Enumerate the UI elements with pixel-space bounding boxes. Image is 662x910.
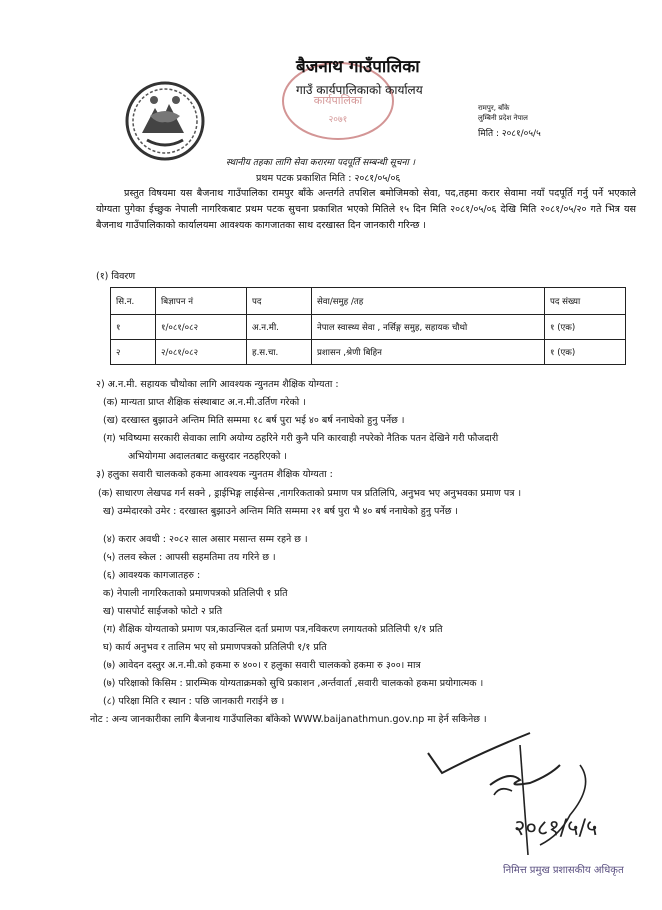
org-name: बैजनाथ गाउँपालिका (296, 57, 420, 77)
table-cell: १/०८१/०८२ (156, 315, 247, 340)
signatory-title: निमित्त प्रमुख प्रशासकीय अधिकृत (503, 865, 624, 876)
col-header-ad-number: बिज्ञापन नं (156, 288, 247, 315)
table-header-row (111, 288, 626, 315)
exam-type: (७) परिक्षाको किसिम : प्रारम्भिक योग्यताक्रमको सुचि प्रकाशन ,अर्न्तवार्ता ,सवारी चालकको हकमा प्रयोगात्मक । (103, 678, 484, 689)
handwritten-date: २०८१/५/५ (514, 816, 598, 841)
stamp-number: २०७१ (328, 115, 348, 125)
contract-period: (४) करार अवधी : २०८२ साल असार मसान्त सम्म रहने छ । (103, 534, 308, 545)
details-heading: (१) विवरण (96, 271, 136, 282)
section2-item-continuation: अभियोगमा अदालतबाट कसुरदार नठहरिएको । (128, 451, 288, 462)
office-name: गाउँ कार्यपालिकाको कार्यालय (296, 83, 423, 97)
table-cell: ह.स.चा. (247, 340, 312, 365)
document-item: ख) पासपोर्ट साईजको फोटो २ प्रति (103, 606, 223, 617)
salary-scale: (५) तलव स्केल : आपसी सहमतिमा तय गरिने छ । (103, 552, 276, 563)
table-cell: २/०८१/०८२ (156, 340, 247, 365)
intro-text: विषयमा यस बैजनाथ गाउँपालिका रामपुर बाँके अन्तर्गते तपशिल बमोजिमको सेवा, पद,तहमा करार सेवामा नयाँ पदपूर्ति गर्नु पर्ने भएकाले योग्यता पुगेका ईच्छुक नेपाली नागरिकबाट प्रथम पटक सुचना प्रकाशित भएको मितिले १५ दिन मिति २०८१/०५/०६ देखि मिति २०८१/०५/२० गते भित्र यस बैजनाथ गाउँपालिकाको कार्यालयमा आवश्यक कागजातका साथ दरखास्त दिन जानकारी गरिन्छ । (96, 188, 636, 231)
publish-date: प्रथम पटक प्रकाशित मिति : २०८१/०५/०६ (256, 173, 401, 184)
exam-date: (८) परिक्षा मिति र स्थान : पछि जानकारी गराईने छ । (103, 696, 285, 707)
section2-heading: २) अ.न.मी. सहायक चौथोका लागि आवश्यक न्युनतम शैक्षिक योग्यता : (96, 379, 339, 390)
section3-heading: ३) हलुका सवारी चालकको हकमा आवश्यक न्युनतम शैक्षिक योग्यता : (96, 469, 333, 480)
section3-item: ख) उम्मेदारको उमेर : दरखास्त बुझाउने अन्तिम मिति सम्ममा २१ बर्ष पुरा भै ४० बर्ष ननाघेको हुनु पर्नेछ । (103, 506, 458, 517)
table-cell: प्रशासन ,श्रेणी बिहिन (312, 340, 545, 365)
table-row (111, 340, 626, 365)
table-cell: अ.न.मी. (247, 315, 312, 340)
address-line: रामपुर, बाँके (478, 104, 510, 112)
section2-item: (क) मान्यता प्राप्त शैक्षिक संस्थाबाट अ.न.मी.उर्तिण गरेको । (103, 397, 306, 408)
table-cell: २ (111, 340, 156, 365)
document-item: (ग) शैक्षिक योग्यताको प्रमाण पत्र,काउन्सिल दर्ता प्रमाण पत्र,नविकरण लगायतको प्रतिलिपी १/१ प्रति (103, 624, 443, 635)
intro-first-word: प्रस्तुत (124, 188, 145, 199)
section2-item: (ग) भविष्यमा सरकारी सेवाका लागि अयोग्य ठहरिने गरी कुनै पनि कारवाही नपरेको नैतिक पतन देखिने गरी फौजदारी (103, 433, 499, 444)
stamp-text: कार्यपालिका (313, 94, 363, 107)
col-header-count: पद संख्या (545, 288, 626, 315)
document-item: घ) कार्य अनुभव र तालिम भए सो प्रमाणपत्रको प्रतिलिपी १/१ प्रति (103, 642, 327, 653)
col-header-sn: सि.न. (111, 288, 156, 315)
section2-item: (ख) दरखास्त बुझाउने अन्तिम मिति सम्ममा १८ बर्ष पुरा भई ४० बर्ष ननाघेको हुनु पर्नेछ । (103, 415, 405, 426)
nepal-emblem-icon (122, 78, 208, 164)
table-cell: नेपाल स्वास्थ्य सेवा , नर्सिङ्ग समुह, सहायक चौथो (312, 315, 545, 340)
documents-heading: (६) आवश्यक कागजातहरु : (103, 570, 201, 581)
intro-paragraph (96, 186, 636, 234)
notice-subject: स्थानीय तहका लागि सेवा करारमा पदपूर्ति सम्बन्धी सूचना । (226, 158, 416, 168)
table-row (111, 315, 626, 340)
job-details-table (110, 287, 626, 365)
col-header-post: पद (247, 288, 312, 315)
address (478, 103, 528, 123)
application-fee: (७) आवेदन दस्तुर अ.न.मी.को हकमा रु ४००। र हलुका सवारी चालकको हकमा रु ३००। मात्र (103, 660, 421, 671)
signature-icon (420, 725, 640, 885)
letter-date: मिति : २०८१/०५/५ (478, 129, 541, 139)
document-item: क) नेपाली नागरिकताको प्रमाणपत्रको प्रतिलिपी १ प्रति (103, 588, 288, 599)
table-cell: १ (एक) (545, 315, 626, 340)
address-line: लुम्बिनी प्रदेश नेपाल (478, 114, 528, 122)
table-cell: १ (एक) (545, 340, 626, 365)
table-cell: १ (111, 315, 156, 340)
note-line: नोट : अन्य जानकारीका लागि बैजनाथ गाउँपालिका बाँकेको WWW.baijanathmun.gov.np मा हेर्न सकिनेछ । (90, 714, 487, 725)
col-header-service: सेवा/समुह /तह (312, 288, 545, 315)
section3-item: (क) साधारण लेखपढ गर्न सक्ने , ड्राईभिङ्ग लाईसेन्स ,नागरिकताको प्रमाण पत्र प्रतिलिपि, अनुभव भए अनुभवका प्रमाण पत्र । (98, 488, 522, 499)
